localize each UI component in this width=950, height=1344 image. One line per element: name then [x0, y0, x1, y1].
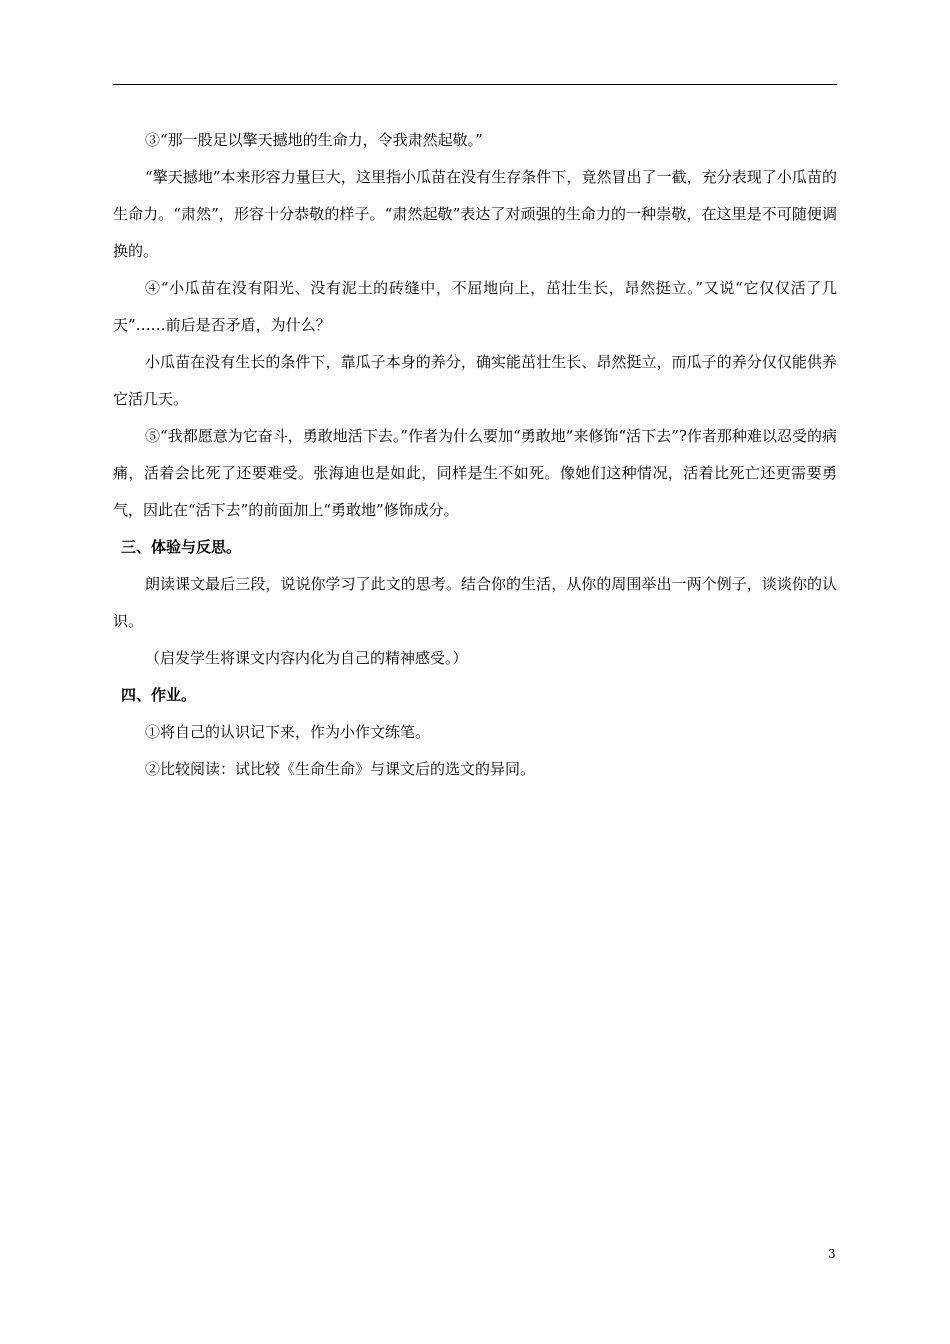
paragraph-quote-5: ⑤“我都愿意为它奋斗，勇敢地活下去。”作者为什么要加“勇敢地”来修饰“活下去”?作者那种难以忍受的病痛，活着会比死了还要难受。张海迪也是如此，同样是生不如死。像她们这种情况，活着比死亡还更需要勇气，因此在“活下去”的前面加上“勇敢地”修饰成分。: [113, 427, 837, 519]
paragraph-explanation-4: 小瓜苗在没有生长的条件下，靠瓜子本身的养分，确实能茁壮生长、昂然挺立，而瓜子的养分仅仅能供养它活几天。: [113, 353, 837, 408]
homework-item-2: ②比较阅读：试比较《生命生命》与课文后的选文的异同。: [145, 760, 536, 778]
document-body: [113, 122, 837, 788]
section-heading-experience: 三、体验与反思。: [121, 538, 242, 556]
section-heading-homework: 四、作业。: [121, 686, 197, 704]
paragraph-quote-3: ③“那一股足以擎天撼地的生命力，令我肃然起敬。”: [145, 131, 483, 149]
paragraph-reading-task: 朗读课文最后三段，说说你学习了此文的思考。结合你的生活，从你的周围举出一两个例子，谈谈你的认识。: [113, 575, 837, 630]
homework-item-1: ①将自己的认识记下来，作为小作文练笔。: [145, 723, 431, 741]
page-number: 3: [828, 1247, 836, 1261]
paragraph-teaching-note: （启发学生将课文内容内化为自己的精神感受。）: [145, 649, 468, 667]
paragraph-explanation-3: “擎天撼地”本来形容力量巨大，这里指小瓜苗在没有生存条件下，竟然冒出了一截，充分表现了小瓜苗的生命力。“肃然”，形容十分恭敬的样子。“肃然起敬”表达了对顽强的生命力的一种崇敬，在这里是不可随便调换的。: [113, 168, 837, 260]
header-rule: [113, 84, 837, 85]
paragraph-quote-4: ④“小瓜苗在没有阳光、没有泥土的砖缝中，不屈地向上，茁壮生长，昂然挺立。”又说“它仅仅活了几天”……前后是否矛盾，为什么？: [113, 279, 837, 334]
